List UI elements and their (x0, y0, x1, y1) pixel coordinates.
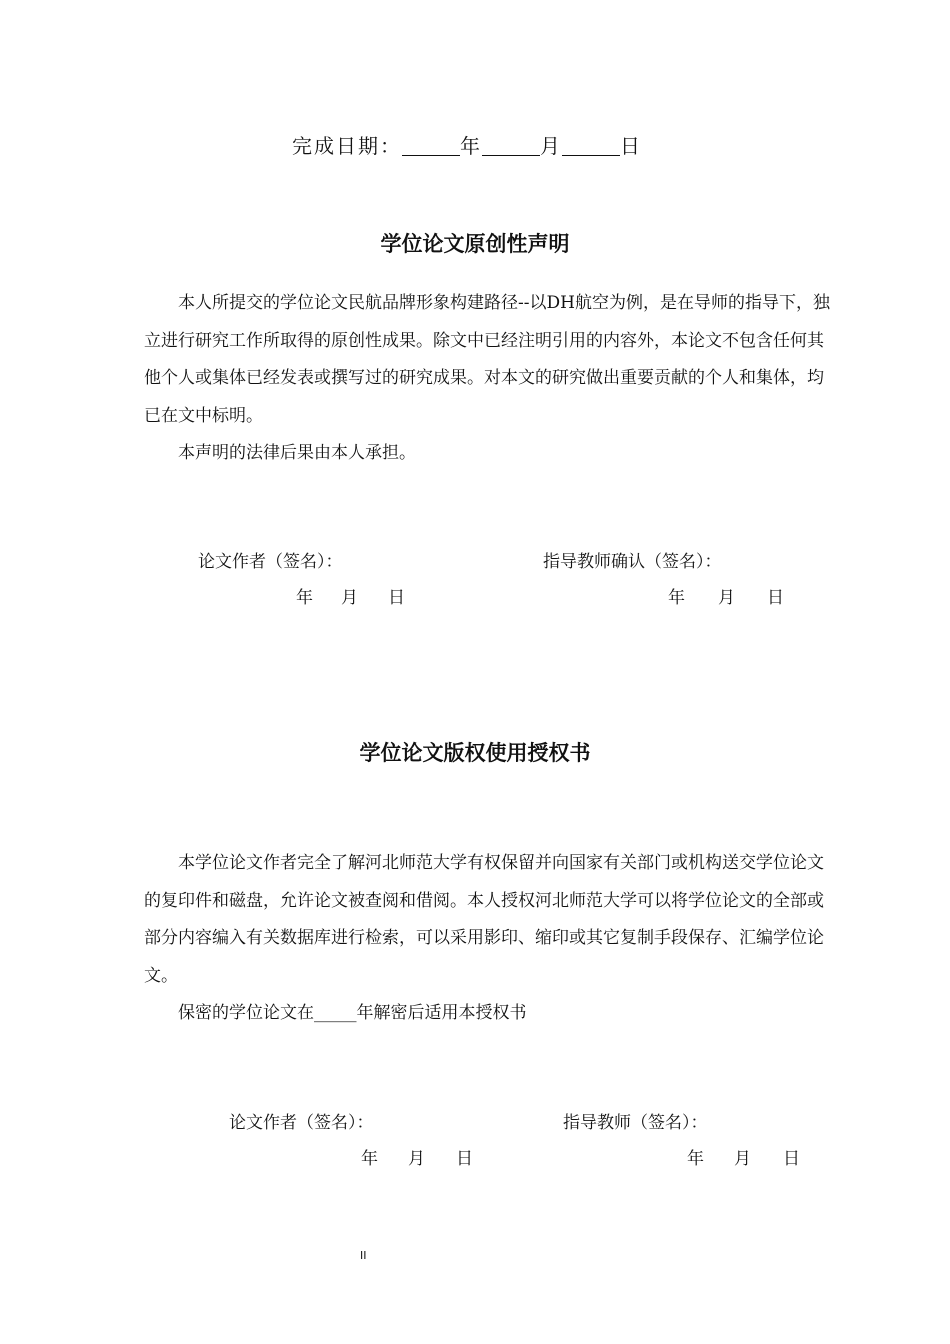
copyright-paragraph-2: 保密的学位论文在_____年解密后适用本授权书 (178, 1003, 527, 1023)
completion-day-label: 日 (620, 134, 642, 158)
copyright-advisor-date (687, 1144, 800, 1169)
day-blank (562, 135, 620, 156)
year-label: 年 (296, 588, 313, 608)
year-label: 年 (687, 1149, 704, 1169)
copyright-title: 学位论文版权使用授权书 (359, 741, 591, 765)
originality-author-date (296, 583, 405, 608)
originality-title: 学位论文原创性声明 (380, 232, 570, 256)
copyright-body (144, 845, 834, 1033)
month-label: 月 (734, 1149, 751, 1169)
copyright-advisor-signature: 指导教师（签名）： (563, 1113, 708, 1133)
completion-month-label: 月 (540, 134, 562, 158)
month-label: 月 (718, 588, 735, 608)
month-label: 月 (408, 1149, 425, 1169)
year-blank (402, 135, 460, 156)
copyright-author-signature: 论文作者（签名）： (229, 1113, 374, 1133)
completion-date-line (292, 130, 642, 159)
year-label: 年 (361, 1149, 378, 1169)
originality-body (144, 285, 834, 473)
originality-advisor-signature: 指导教师确认（签名）： (543, 552, 722, 572)
month-blank (482, 135, 540, 156)
completion-date-label: 完成日期： (292, 134, 402, 158)
copyright-paragraph-1: 本学位论文作者完全了解河北师范大学有权保留并向国家有关部门或机构送交学位论文的复印件和磁盘，允许论文被查阅和借阅。本人授权河北师范大学可以将学位论文的全部或部分内容编入有关数据库进行检索，可以采用影印、缩印或其它复制手段保存、汇编学位论文。 (144, 853, 824, 986)
day-label: 日 (783, 1149, 800, 1169)
originality-paragraph-2: 本声明的法律后果由本人承担。 (178, 443, 416, 463)
day-label: 日 (388, 588, 405, 608)
copyright-author-date (361, 1144, 473, 1169)
completion-year-label: 年 (460, 134, 482, 158)
month-label: 月 (341, 588, 358, 608)
year-label: 年 (668, 588, 685, 608)
page-number: II (360, 1249, 367, 1262)
day-label: 日 (767, 588, 784, 608)
originality-paragraph-1: 本人所提交的学位论文民航品牌形象构建路径--以DH航空为例，是在导师的指导下，独立进行研究工作所取得的原创性成果。除文中已经注明引用的内容外，本论文不包含任何其他个人或集体已经发表或撰写过的研究成果。对本文的研究做出重要贡献的个人和集体，均已在文中标明。 (144, 293, 830, 426)
day-label: 日 (456, 1149, 473, 1169)
originality-advisor-date (668, 583, 784, 608)
originality-author-signature: 论文作者（签名）： (198, 552, 343, 572)
